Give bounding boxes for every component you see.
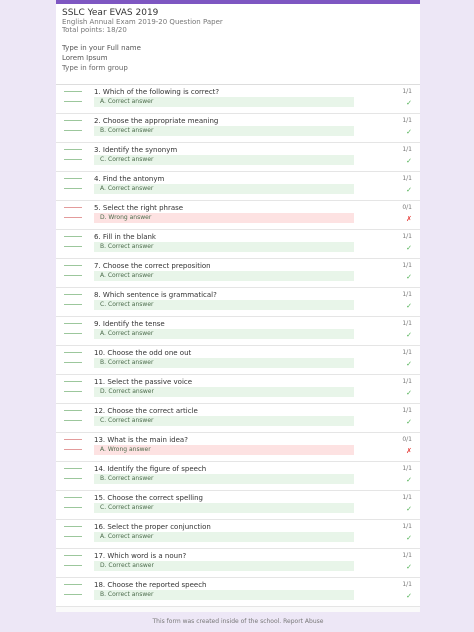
check-icon: ✓ [406,476,412,484]
question-text: 13. What is the main idea? [94,436,188,444]
form-page [56,0,420,632]
answer-label: B. Correct answer [100,243,154,250]
answer-label: B. Correct answer [100,127,154,134]
status-mark-line [64,439,82,440]
status-mark-line [64,391,82,392]
status-mark-line [64,410,82,411]
question-score: 0/1 [402,436,412,443]
status-mark-line [64,497,82,498]
question-list [56,85,420,607]
answer-label: D. Correct answer [100,388,154,395]
status-mark-line [64,149,82,150]
check-icon: ✓ [406,157,412,165]
status-mark-line [64,304,82,305]
status-mark-line [64,275,82,276]
answer-label: B. Correct answer [100,475,154,482]
question-text: 18. Choose the reported speech [94,581,207,589]
question-row [56,201,420,230]
question-text: 12. Choose the correct article [94,407,198,415]
question-score: 1/1 [402,465,412,472]
check-icon: ✓ [406,128,412,136]
status-mark-line [64,526,82,527]
name-label: Type in your Full name [62,44,141,52]
status-mark-line [64,294,82,295]
answer-label: A. Correct answer [100,185,154,192]
section-label: Type in form group [62,64,128,72]
status-mark-line [64,420,82,421]
question-score: 1/1 [402,523,412,530]
check-icon: ✓ [406,244,412,252]
status-mark-line [64,584,82,585]
check-icon: ✓ [406,360,412,368]
question-score: 1/1 [402,552,412,559]
question-score: 1/1 [402,291,412,298]
question-row [56,375,420,404]
form-subtitle: English Annual Exam 2019-20 Question Paper [62,18,223,26]
status-mark-line [64,362,82,363]
question-text: 7. Choose the correct preposition [94,262,211,270]
answer-label: A. Correct answer [100,330,154,337]
status-mark-line [64,178,82,179]
check-icon: ✓ [406,331,412,339]
form-header [56,0,420,45]
answer-label: C. Correct answer [100,417,154,424]
answer-label: A. Correct answer [100,98,154,105]
check-icon: ✓ [406,563,412,571]
question-row [56,172,420,201]
check-icon: ✓ [406,592,412,600]
status-mark-line [64,323,82,324]
answer-label: B. Correct answer [100,591,154,598]
answer-label: D. Wrong answer [100,214,152,221]
answer-label: A. Correct answer [100,533,154,540]
question-score: 1/1 [402,349,412,356]
check-icon: ✓ [406,534,412,542]
check-icon: ✓ [406,389,412,397]
status-mark-line [64,381,82,382]
question-text: 5. Select the right phrase [94,204,184,212]
status-mark-line [64,594,82,595]
question-text: 16. Select the proper conjunction [94,523,211,531]
question-text: 1. Which of the following is correct? [94,88,220,96]
status-mark-line [64,246,82,247]
question-row [56,259,420,288]
question-score: 1/1 [402,88,412,95]
status-mark-line [64,120,82,121]
question-text: 11. Select the passive voice [94,378,193,386]
answer-label: C. Correct answer [100,156,154,163]
question-row [56,346,420,375]
cross-icon: ✗ [406,447,412,455]
status-mark-line [64,352,82,353]
question-text: 14. Identify the figure of speech [94,465,207,473]
status-mark-line [64,565,82,566]
question-score: 1/1 [402,320,412,327]
question-row [56,404,420,433]
question-row [56,85,420,114]
status-mark-line [64,468,82,469]
question-row [56,578,420,607]
total-points: Total points: 18/20 [62,26,127,34]
status-mark-line [64,507,82,508]
question-row [56,143,420,172]
status-mark-line [64,478,82,479]
answer-label: D. Correct answer [100,562,154,569]
status-mark-line [64,333,82,334]
answer-label: C. Correct answer [100,504,154,511]
question-row [56,520,420,549]
status-mark-line [64,130,82,131]
check-icon: ✓ [406,273,412,281]
question-score: 1/1 [402,407,412,414]
question-score: 1/1 [402,233,412,240]
question-text: 15. Choose the correct spelling [94,494,203,502]
cross-icon: ✗ [406,215,412,223]
name-value: Lorem Ipsum [62,54,108,62]
question-text: 2. Choose the appropriate meaning [94,117,219,125]
question-row [56,230,420,259]
question-text: 4. Find the antonym [94,175,165,183]
question-score: 1/1 [402,146,412,153]
question-row [56,549,420,578]
status-mark-line [64,101,82,102]
question-text: 6. Fill in the blank [94,233,156,241]
question-text: 8. Which sentence is grammatical? [94,291,217,299]
check-icon: ✓ [406,186,412,194]
status-mark-line [64,236,82,237]
question-row [56,462,420,491]
question-row [56,114,420,143]
question-row [56,317,420,346]
check-icon: ✓ [406,302,412,310]
status-mark-line [64,91,82,92]
question-score: 1/1 [402,378,412,385]
question-score: 1/1 [402,262,412,269]
answer-label: A. Correct answer [100,272,154,279]
status-mark-line [64,555,82,556]
check-icon: ✓ [406,99,412,107]
question-row [56,491,420,520]
question-score: 0/1 [402,204,412,211]
form-title: SSLC Year EVAS 2019 [62,8,159,18]
status-mark-line [64,207,82,208]
name-block [56,40,420,85]
question-score: 1/1 [402,581,412,588]
answer-label: B. Correct answer [100,359,154,366]
status-mark-line [64,536,82,537]
status-mark-line [64,265,82,266]
question-score: 1/1 [402,175,412,182]
status-mark-line [64,449,82,450]
question-text: 10. Choose the odd one out [94,349,192,357]
question-row [56,433,420,462]
question-score: 1/1 [402,494,412,501]
check-icon: ✓ [406,505,412,513]
question-text: 3. Identify the synonym [94,146,178,154]
status-mark-line [64,159,82,160]
answer-label: C. Correct answer [100,301,154,308]
status-mark-line [64,217,82,218]
question-score: 1/1 [402,117,412,124]
question-text: 9. Identify the tense [94,320,165,328]
status-mark-line [64,188,82,189]
answer-label: A. Wrong answer [100,446,151,453]
check-icon: ✓ [406,418,412,426]
question-row [56,288,420,317]
footer: This form was created inside of the school. Report Abuse [56,612,420,632]
question-text: 17. Which word is a noun? [94,552,187,560]
